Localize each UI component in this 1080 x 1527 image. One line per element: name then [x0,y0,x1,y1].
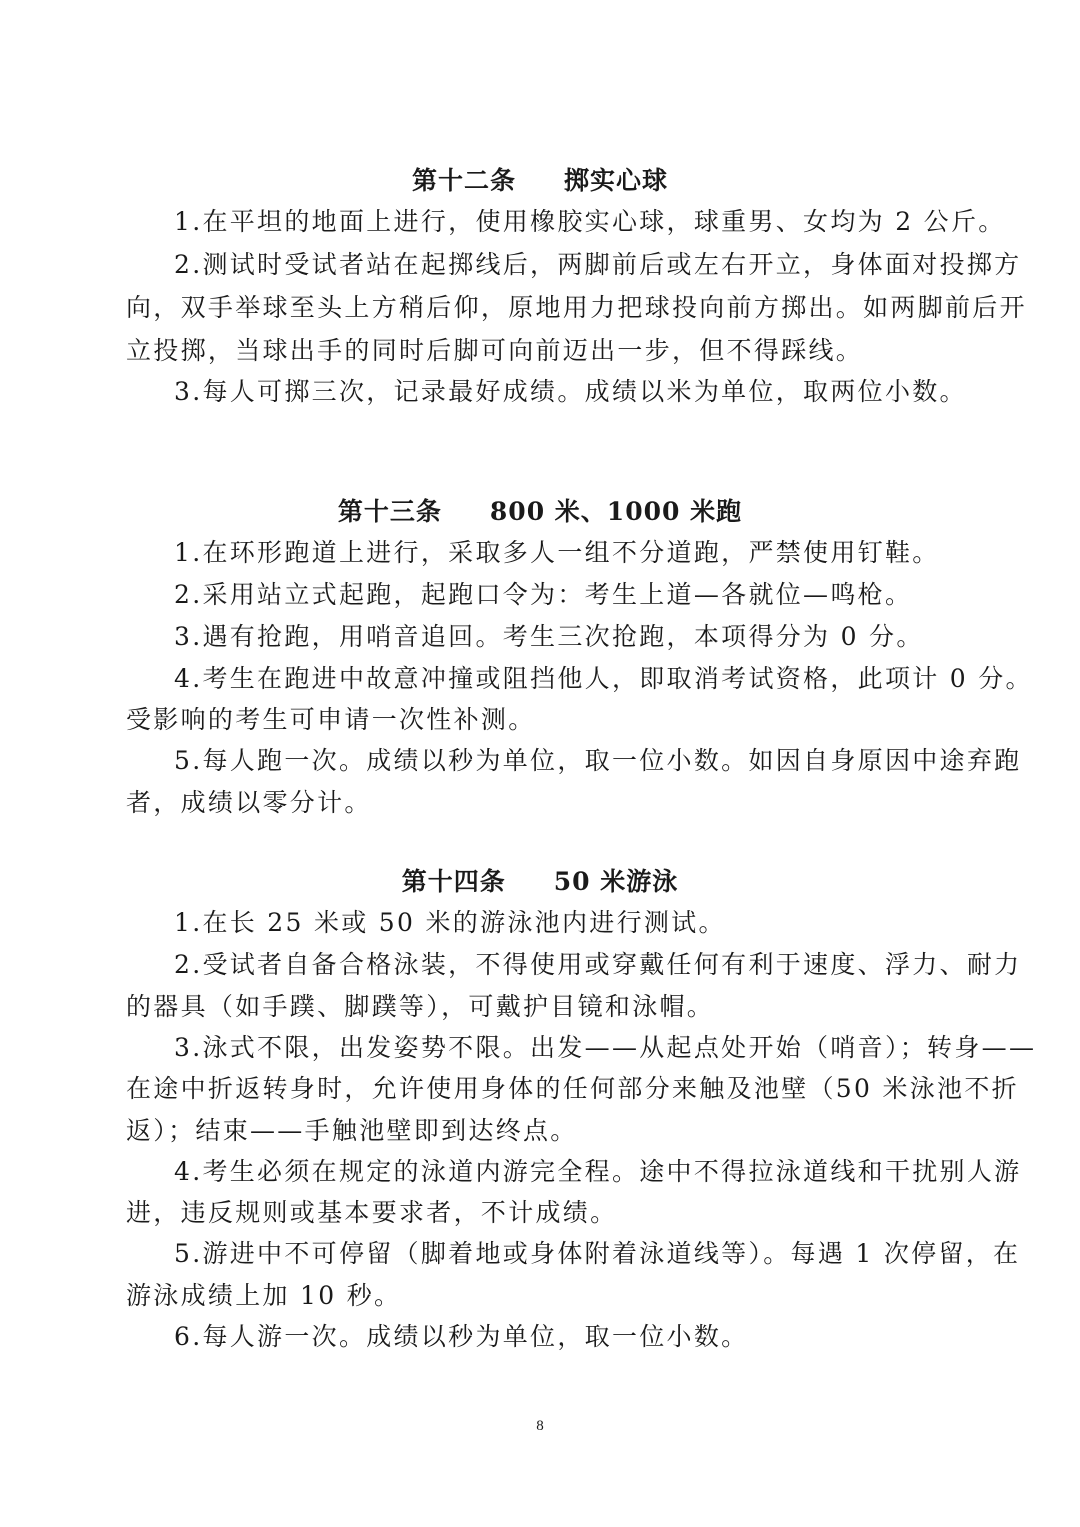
section-12-number: 第十二条 [411,166,516,195]
section-12-line-4: 立投掷，当球出手的同时后脚可向前迈出一步，但不得踩线。 [126,336,864,365]
section-14-title: 50 米游泳 [553,867,679,896]
section-13-heading [0,495,1080,529]
section-12-line-3: 向，双手举球至头上方稍后仰，原地用力把球投向前方掷出。如两脚前后开 [126,293,1027,322]
section-14-line-5: 在途中折返转身时，允许使用身体的任何部分来触及池壁（50 米泳池不折 [126,1074,1019,1103]
page-number: 8 [536,1418,544,1434]
section-14-line-3: 的器具（如手蹼、脚蹼等），可戴护目镜和泳帽。 [126,992,715,1021]
section-14-line-2: 2.受试者自备合格泳装，不得使用或穿戴任何有利于速度、浮力、耐力 [174,950,1022,979]
section-13-line-2: 2.采用站立式起跑，起跑口令为：考生上道—各就位—鸣枪。 [174,580,913,609]
section-14-line-9: 5.游进中不可停留（脚着地或身体附着泳道线等）。每遇 1 次停留，在 [174,1239,1021,1268]
section-13-line-7: 者，成绩以零分计。 [126,788,372,817]
section-12-line-5: 3.每人可掷三次，记录最好成绩。成绩以米为单位，取两位小数。 [174,377,967,406]
section-14-line-8: 进，违反规则或基本要求者，不计成绩。 [126,1198,618,1227]
section-13-number: 第十三条 [337,497,442,526]
section-12-heading [0,164,1080,198]
section-13-line-3: 3.遇有抢跑，用哨音追回。考生三次抢跑，本项得分为 0 分。 [174,622,924,651]
section-12-title: 掷实心球 [564,166,669,195]
section-13-line-5: 受影响的考生可申请一次性补测。 [126,705,536,734]
section-14-line-1: 1.在长 25 米或 50 米的游泳池内进行测试。 [174,908,726,937]
section-14-line-4: 3.泳式不限，出发姿势不限。出发——从起点处开始（哨音）；转身—— [174,1033,1037,1062]
section-13-line-4: 4.考生在跑进中故意冲撞或阻挡他人，即取消考试资格，此项计 0 分。 [174,664,1033,693]
section-14-line-11: 6.每人游一次。成绩以秒为单位，取一位小数。 [174,1322,749,1351]
section-14-line-6: 返）；结束——手触池壁即到达终点。 [126,1116,578,1145]
section-14-line-10: 游泳成绩上加 10 秒。 [126,1281,402,1310]
section-14-line-7: 4.考生必须在规定的泳道内游完全程。途中不得拉泳道线和干扰别人游 [174,1157,1022,1186]
section-13-title: 800 米、1000 米跑 [489,497,743,526]
section-14-heading [0,865,1080,899]
section-12-line-2: 2.测试时受试者站在起掷线后，两脚前后或左右开立，身体面对投掷方 [174,250,1022,279]
section-13-line-1: 1.在环形跑道上进行，采取多人一组不分道跑，严禁使用钉鞋。 [174,538,940,567]
section-13-line-6: 5.每人跑一次。成绩以秒为单位，取一位小数。如因自身原因中途弃跑 [174,746,1022,775]
section-14-number: 第十四条 [401,867,506,896]
section-12-line-1: 1.在平坦的地面上进行，使用橡胶实心球，球重男、女均为 2 公斤。 [174,207,1006,236]
